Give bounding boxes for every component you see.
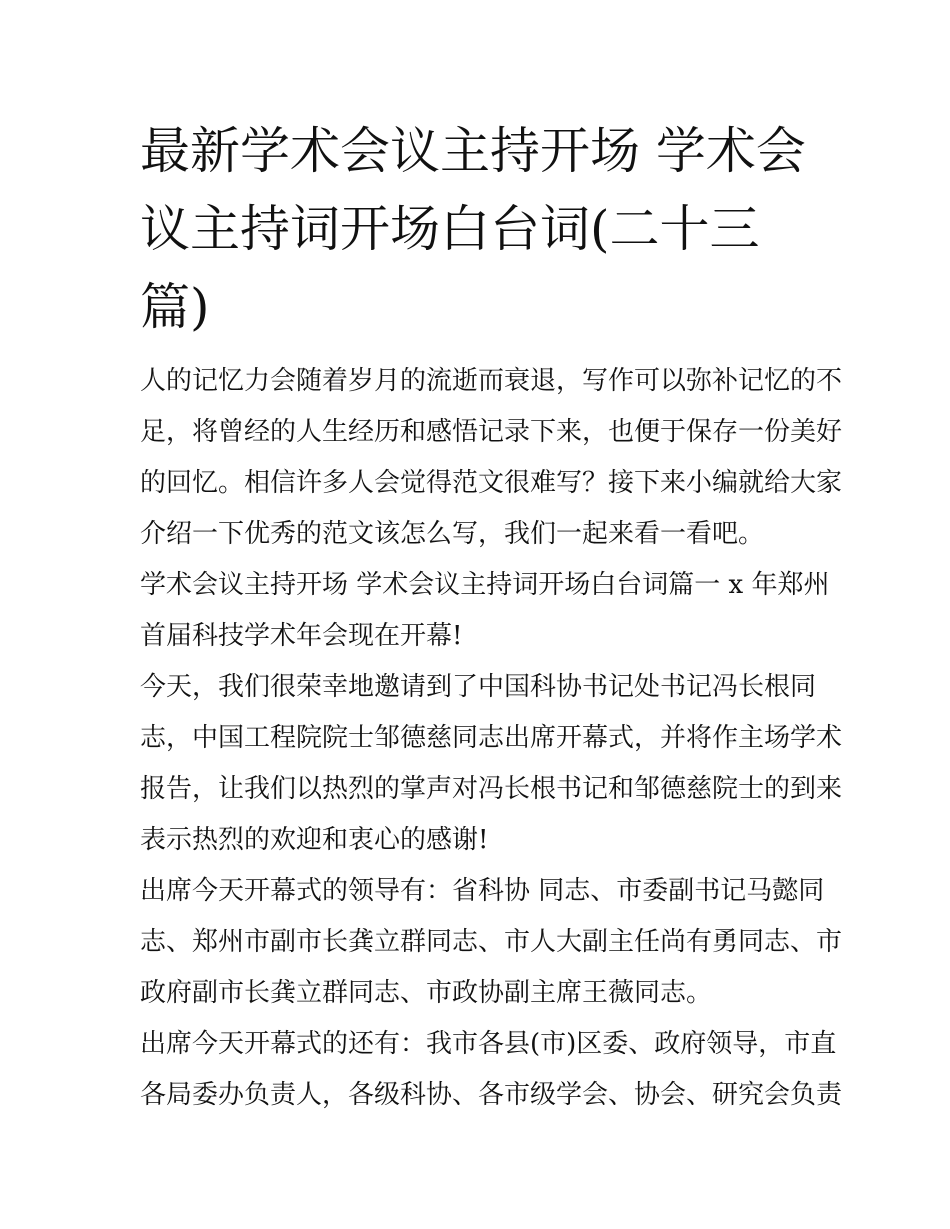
body-line: 报告，让我们以热烈的掌声对冯长根书记和邹德慈院士的到来 <box>140 774 843 804</box>
document-body <box>140 356 843 1121</box>
body-line: 志，中国工程院院士邹德慈同志出席开幕式，并将作主场学术 <box>140 723 843 753</box>
title-line: 议主持词开场白台词(二十三 <box>140 200 760 258</box>
body-line: 足，将曾经的人生经历和感悟记录下来，也便于保存一份美好 <box>140 417 843 447</box>
body-line: 出席今天开幕式的领导有：省科协 同志、市委副书记马懿同 <box>140 876 825 906</box>
body-line: 出席今天开幕式的还有：我市各县(市)区委、政府领导，市直 <box>140 1029 837 1059</box>
body-line: 表示热烈的欢迎和衷心的感谢! <box>140 825 489 855</box>
body-line: 的回忆。相信许多人会觉得范文很难写？接下来小编就给大家 <box>140 468 843 498</box>
body-line: 人的记忆力会随着岁月的流逝而衰退，写作可以弥补记忆的不 <box>140 366 843 396</box>
body-line: 各局委办负责人，各级科协、各市级学会、协会、研究会负责 <box>140 1080 843 1110</box>
body-line: 政府副市长龚立群同志、市政协副主席王薇同志。 <box>140 978 713 1008</box>
title-line: 最新学术会议主持开场 学术会 <box>140 122 806 180</box>
title-line: 篇) <box>140 278 210 336</box>
body-line: 学术会议主持开场 学术会议主持词开场白台词篇一 x 年郑州 <box>140 570 830 600</box>
body-line: 今天，我们很荣幸地邀请到了中国科协书记处书记冯长根同 <box>140 672 817 702</box>
body-line: 志、郑州市副市长龚立群同志、市人大副主任尚有勇同志、市 <box>140 927 843 957</box>
body-line: 首届科技学术年会现在开幕! <box>140 621 463 651</box>
body-line: 介绍一下优秀的范文该怎么写，我们一起来看一看吧。 <box>140 519 765 549</box>
document-title <box>140 112 820 346</box>
